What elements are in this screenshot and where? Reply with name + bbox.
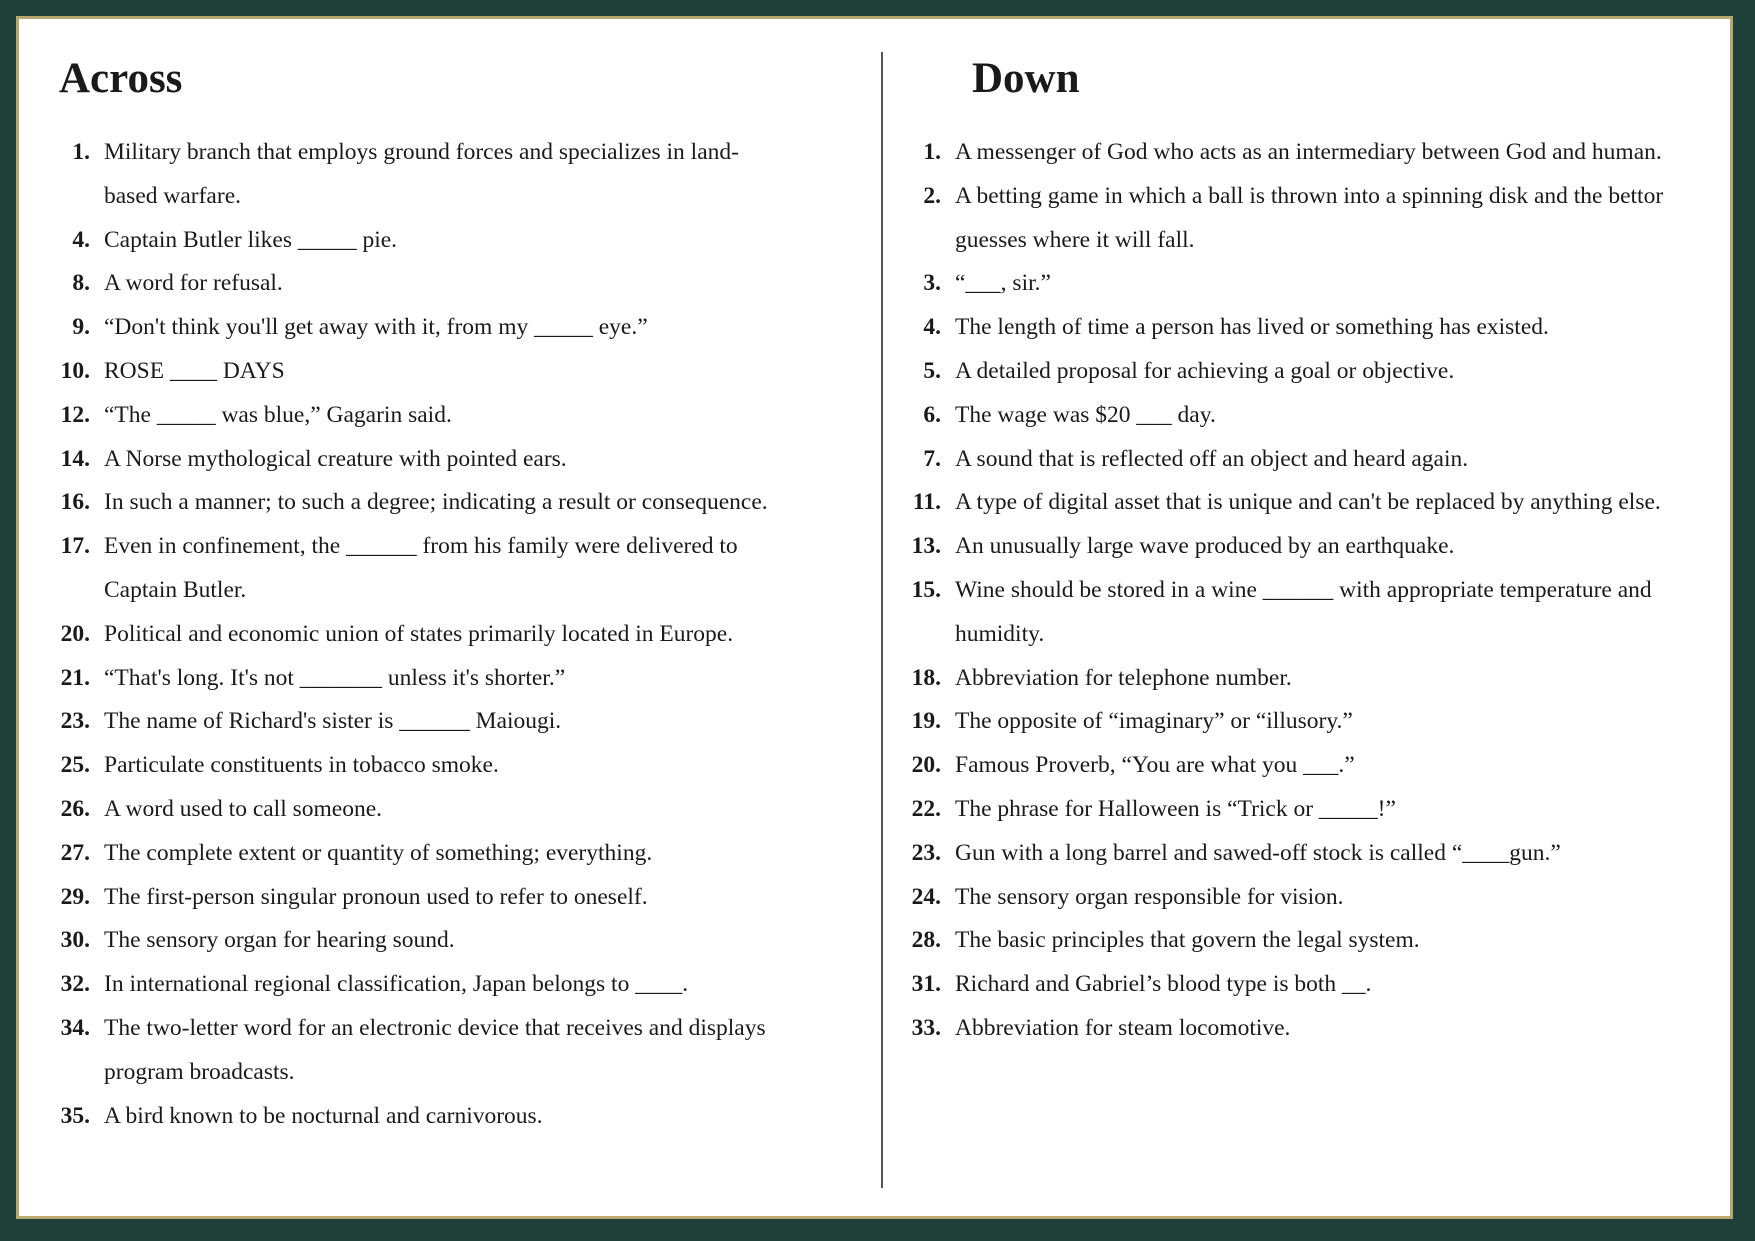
down-clue	[883, 306, 1728, 350]
clue-text: Captain Butler likes _____ pie.	[104, 226, 398, 253]
clue-text: Richard and Gabriel’s blood type is both __.	[955, 971, 1372, 998]
clue-text: The length of time a person has lived or something has existed.	[955, 314, 1549, 341]
clue-text: A sound that is reflected off an object and heard again.	[955, 445, 1469, 472]
clue-number: 22.	[911, 795, 941, 822]
clue-text: Wine should be stored in a wine ______ with appropriate temperature and humidity.	[955, 576, 1652, 647]
clue-number: 27.	[60, 839, 90, 866]
across-clue	[19, 1007, 879, 1095]
down-clue	[883, 963, 1728, 1007]
clue-number: 15.	[911, 576, 941, 603]
clue-number: 16.	[60, 489, 90, 516]
clue-text: The sensory organ for hearing sound.	[104, 927, 455, 954]
down-heading: Down	[972, 55, 1080, 102]
clue-number: 32.	[60, 971, 90, 998]
down-clue	[883, 876, 1728, 920]
across-clue	[19, 306, 879, 350]
clue-text: The sensory organ responsible for vision.	[955, 883, 1344, 910]
clue-text: A messenger of God who acts as an intermediary between God and human.	[955, 139, 1662, 165]
down-clue	[883, 394, 1728, 438]
clue-text: A bird known to be nocturnal and carnivorous.	[104, 1102, 543, 1129]
clue-text: Famous Proverb, “You are what you ___.”	[955, 752, 1355, 779]
clue-number: 23.	[911, 839, 941, 866]
across-clue	[19, 832, 879, 876]
clue-text: Abbreviation for steam locomotive.	[955, 1014, 1291, 1041]
clue-text: Political and economic union of states primarily located in Europe.	[104, 620, 734, 647]
clue-number: 11.	[912, 489, 941, 516]
clue-number: 5.	[923, 357, 941, 384]
clue-text: A type of digital asset that is unique and can't be replaced by anything else.	[955, 489, 1661, 516]
clue-number: 28.	[911, 927, 941, 954]
down-clue	[883, 481, 1728, 525]
clue-text: A detailed proposal for achieving a goal or objective.	[955, 357, 1455, 384]
across-clue	[19, 525, 879, 613]
clue-number: 1.	[923, 139, 941, 165]
clue-number: 8.	[72, 270, 90, 297]
clue-number: 13.	[911, 533, 941, 560]
clue-number: 3.	[923, 270, 941, 297]
clue-text: Gun with a long barrel and sawed-off stock is called “____gun.”	[955, 839, 1561, 866]
across-clue	[19, 613, 879, 657]
across-heading: Across	[59, 55, 183, 102]
clue-number: 4.	[72, 226, 90, 253]
clue-text: In international regional classification, Japan belongs to ____.	[104, 971, 689, 998]
clue-text: The phrase for Halloween is “Trick or _____!”	[955, 795, 1396, 822]
across-clue	[19, 1095, 879, 1139]
clue-number: 2.	[923, 182, 941, 209]
clue-text: ROSE ____ DAYS	[104, 357, 285, 384]
clue-text: The complete extent or quantity of something; everything.	[104, 839, 653, 866]
clue-text: In such a manner; to such a degree; indicating a result or consequence.	[104, 489, 768, 516]
clue-number: 30.	[60, 927, 90, 954]
down-clue	[883, 569, 1728, 657]
down-clue	[883, 1007, 1728, 1051]
across-clue	[19, 262, 879, 306]
clue-text: “___, sir.”	[955, 270, 1051, 297]
down-clue	[883, 175, 1728, 263]
clue-number: 35.	[60, 1102, 90, 1129]
across-clue	[19, 350, 879, 394]
clue-text: “That's long. It's not _______ unless it's shorter.”	[104, 664, 566, 691]
clue-number: 23.	[60, 708, 90, 735]
clue-number: 26.	[60, 795, 90, 822]
clue-text: The basic principles that govern the legal system.	[955, 927, 1420, 954]
down-clue	[883, 700, 1728, 744]
down-clue	[883, 525, 1728, 569]
across-clue	[19, 219, 879, 263]
across-clue	[19, 963, 879, 1007]
clue-number: 21.	[60, 664, 90, 691]
clue-number: 25.	[60, 752, 90, 779]
down-clue-list	[883, 131, 1728, 1051]
clue-text: “The _____ was blue,” Gagarin said.	[104, 401, 452, 428]
across-clue	[19, 876, 879, 920]
across-clue	[19, 700, 879, 744]
clue-number: 34.	[60, 1014, 90, 1041]
clue-number: 10.	[60, 357, 90, 384]
across-clue-list	[19, 131, 879, 1138]
across-clue	[19, 744, 879, 788]
clue-text: The opposite of “imaginary” or “illusory.”	[955, 708, 1353, 735]
across-clue	[19, 394, 879, 438]
clue-text: A word for refusal.	[104, 270, 283, 297]
clue-number: 18.	[911, 664, 941, 691]
clue-number: 24.	[911, 883, 941, 910]
down-clue	[883, 350, 1728, 394]
across-clue	[19, 657, 879, 701]
down-clue	[883, 657, 1728, 701]
down-clue	[883, 832, 1728, 876]
clue-text: The name of Richard's sister is ______ Maiougi.	[104, 708, 562, 735]
clue-text: The first-person singular pronoun used to refer to oneself.	[104, 883, 648, 910]
clue-text: The wage was $20 ___ day.	[955, 401, 1216, 428]
across-clue	[19, 481, 879, 525]
clue-number: 20.	[60, 620, 90, 647]
clue-number: 33.	[911, 1014, 941, 1041]
clue-number: 19.	[911, 708, 941, 735]
clue-number: 9.	[72, 314, 90, 341]
clue-number: 7.	[923, 445, 941, 472]
clue-number: 6.	[923, 401, 941, 428]
across-clue	[19, 131, 879, 219]
clue-text: A Norse mythological creature with pointed ears.	[104, 445, 567, 472]
down-clue	[883, 438, 1728, 482]
clue-text: “Don't think you'll get away with it, from my _____ eye.”	[104, 314, 648, 341]
clue-text: A betting game in which a ball is thrown into a spinning disk and the bettor guesses where it will fall.	[955, 182, 1664, 253]
across-clue	[19, 438, 879, 482]
clue-text: Particulate constituents in tobacco smoke.	[104, 752, 499, 779]
down-clue	[883, 919, 1728, 963]
clue-text: Abbreviation for telephone number.	[955, 664, 1292, 691]
clue-number: 4.	[923, 314, 941, 341]
clue-text: An unusually large wave produced by an earthquake.	[955, 533, 1455, 560]
clue-text: A word used to call someone.	[104, 795, 383, 822]
down-clue	[883, 788, 1728, 832]
across-clue	[19, 788, 879, 832]
clue-sheet	[16, 16, 1733, 1219]
down-clue	[883, 131, 1728, 175]
clue-number: 31.	[911, 971, 941, 998]
clue-text: Even in confinement, the ______ from his family were delivered to Captain Butler.	[104, 533, 738, 603]
clue-number: 1.	[72, 139, 90, 165]
clue-number: 29.	[60, 883, 90, 910]
clue-number: 14.	[60, 445, 90, 472]
down-clue	[883, 744, 1728, 788]
clue-number: 12.	[60, 401, 90, 428]
clue-text: Military branch that employs ground forces and specializes in land-based warfare.	[104, 139, 739, 209]
clue-number: 20.	[911, 752, 941, 779]
across-clue	[19, 919, 879, 963]
clue-text: The two-letter word for an electronic device that receives and displays program broadcasts.	[104, 1014, 766, 1085]
down-clue	[883, 262, 1728, 306]
clue-number: 17.	[60, 533, 90, 560]
